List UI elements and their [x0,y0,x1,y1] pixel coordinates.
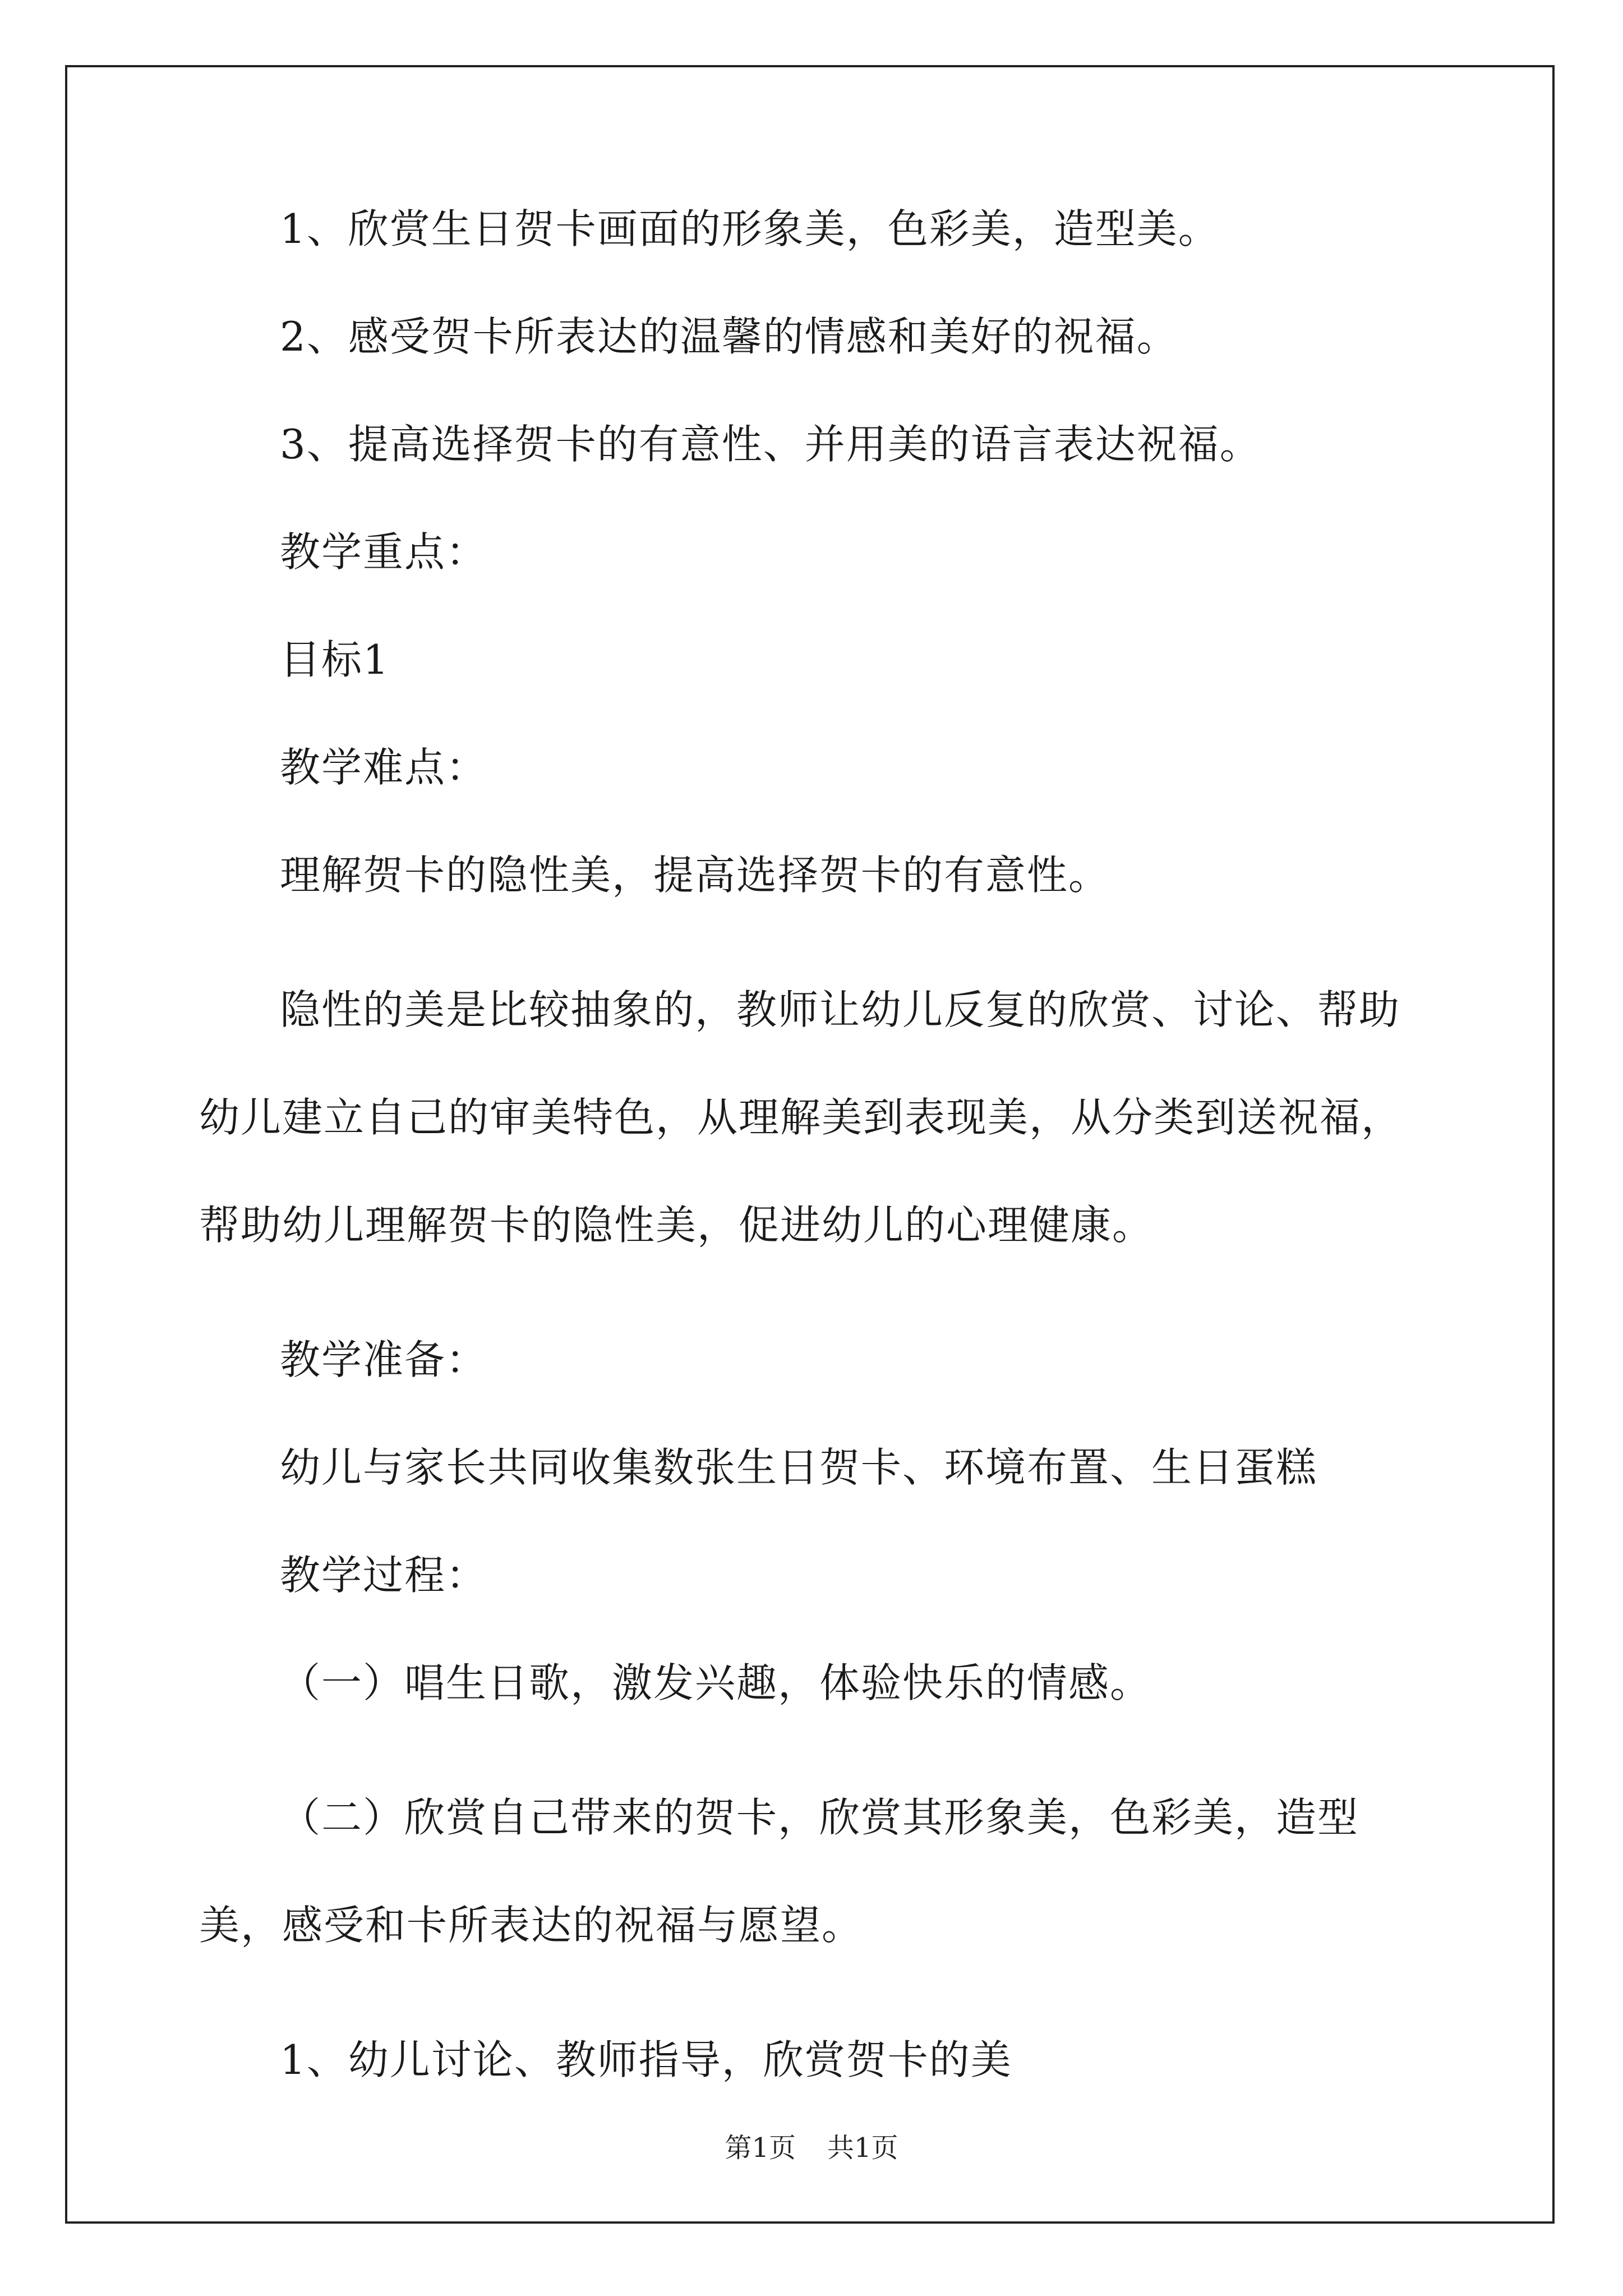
page-number-total: 共1页 [827,2132,898,2164]
page-footer [0,2126,1623,2165]
heading-difficulties: 教学难点： [280,744,488,791]
heading-process: 教学过程： [280,1552,488,1599]
paragraph-goal-1: 1、欣赏生日贺卡画面的形象美，色彩美，造型美。 [280,205,1220,252]
paragraph-target: 目标1 [280,636,390,683]
paragraph-goal-3: 3、提高选择贺卡的有意性、并用美的语言表达祝福。 [280,421,1261,468]
paragraph-preparation: 幼儿与家长共同收集数张生日贺卡、环境布置、生日蛋糕 [280,1444,1318,1491]
paragraph-step-1: （一）唱生日歌，激发兴趣，体验快乐的情感。 [280,1659,1152,1706]
paragraph-step-2-wrap [199,1764,1422,1979]
paragraph-explanation: 隐性的美是比较抽象的，教师让幼儿反复的欣赏、讨论、帮助幼儿建立自己的审美特色，从理解美到表现美，从分类到送祝福，帮助幼儿理解贺卡的隐性美，促进幼儿的心理健康。 [199,986,1403,1249]
document-body [199,202,1422,2141]
paragraph-difficulty: 理解贺卡的隐性美，提高选择贺卡的有意性。 [280,852,1110,899]
paragraph-step-2: （二）欣赏自己带来的贺卡，欣赏其形象美，色彩美，造型美，感受和卡所表达的祝福与愿望。 [199,1794,1359,1949]
paragraph-substep-1: 1、幼儿讨论、教师指导，欣赏贺卡的美 [280,2036,1012,2083]
paragraph-goal-2: 2、感受贺卡所表达的温馨的情感和美好的祝福。 [280,313,1178,360]
paragraph-explanation-wrap [199,956,1422,1279]
heading-key-points: 教学重点： [280,528,488,576]
page-number-current: 第1页 [725,2132,796,2164]
heading-preparation: 教学准备： [280,1336,488,1383]
